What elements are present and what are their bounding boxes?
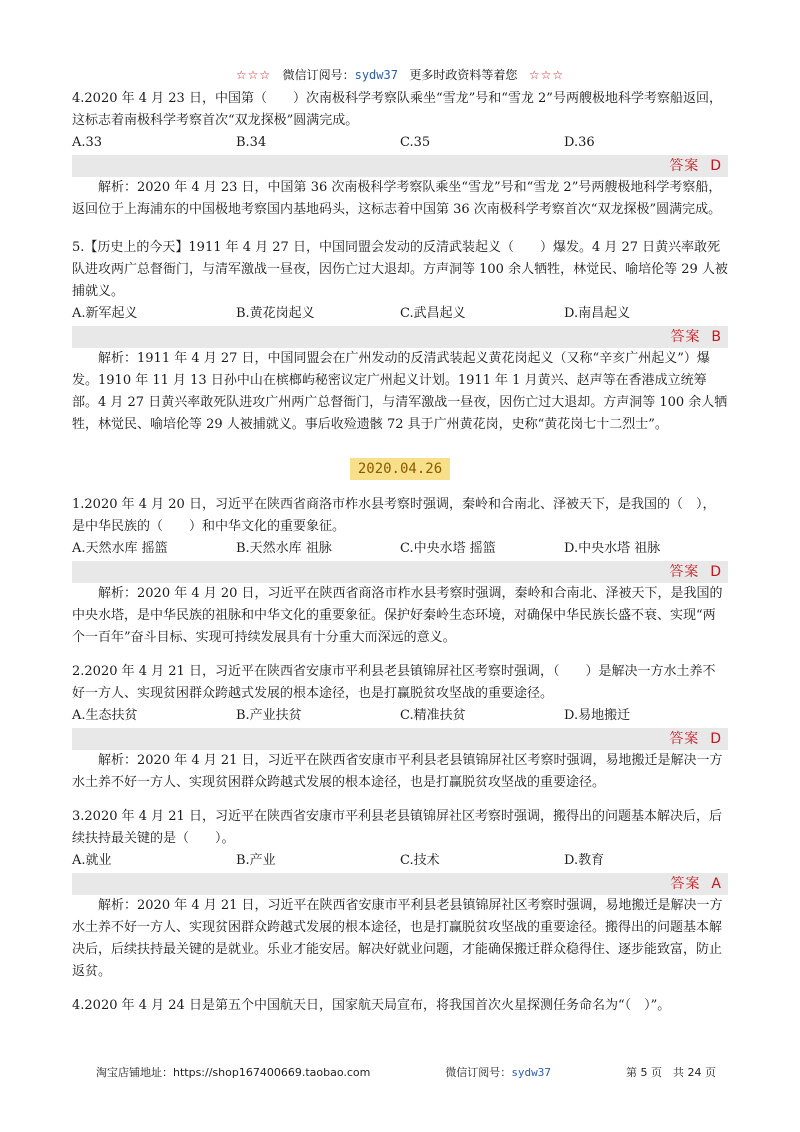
header-tagline: 更多时政资料等着您	[409, 68, 518, 82]
analysis-text: 解析：2020 年 4 月 20 日，习近平在陕西省商洛市柞水县考察时强调，秦岭和合南北、泽被天下，是我国的中央水塔，是中华民族的祖脉和中华文化的重要象征。保护好秦岭生态环境，对确保中华民族长盛不衰、实现“两个一百年”奋斗目标、实现可持续发展具有十分重大而深远的意义。	[72, 586, 723, 645]
question-block	[72, 661, 728, 794]
wechat-account: sydw37	[354, 68, 398, 82]
analysis-text: 解析：2020 年 4 月 21 日，习近平在陕西省安康市平利县老县镇锦屏社区考察时强调，易地搬迁是解决一方水土养不好一方人、实现贫困群众跨越式发展的根本途径，也是打赢脱贫攻坚战的重要途径。搬得出的问题基本解决后，后续扶持最关键的是就业。乐业才能安居。解决好就业问题，才能确保搬迁群众稳得住、逐步能致富，防止返贫。	[72, 898, 723, 979]
section-date-wrap	[72, 458, 728, 480]
stars-left: ☆☆☆	[235, 68, 272, 82]
answer-bar	[72, 873, 728, 895]
option-d: D.36	[564, 135, 595, 150]
options-row	[72, 132, 728, 154]
question-text: 5.【历史上的今天】1911 年 4 月 27 日，中国同盟会发动的反清武装起义（ ）爆发。4 月 27 日黄兴率敢死队进攻两广总督衙门，与清军激战一昼夜，因伤亡过大退却。方声洞等 100 余人牺牲，林觉民、喻培伦等 29 人被捕就义。	[72, 240, 728, 299]
question-block	[72, 237, 728, 436]
page-footer	[96, 1064, 716, 1080]
option-b: B.产业	[236, 853, 276, 868]
page-content	[72, 88, 728, 1017]
analysis-text: 解析：2020 年 4 月 21 日，习近平在陕西省安康市平利县老县镇锦屏社区考察时强调，易地搬迁是解决一方水土养不好一方人、实现贫困群众跨越式发展的根本途径，也是打赢脱贫攻坚战的重要途径。	[72, 753, 723, 790]
answer-bar	[72, 728, 728, 750]
option-a: A.33	[72, 135, 103, 150]
options-row	[72, 850, 728, 872]
option-c: C.中央水塔 摇篮	[400, 541, 496, 556]
question-text: 2.2020 年 4 月 21 日，习近平在陕西省安康市平利县老县镇锦屏社区考察时强调，（ ）是解决一方水土养不好一方人、实现贫困群众跨越式发展的根本途径，也是打赢脱贫攻坚战的重要途径。	[72, 664, 716, 701]
options-row	[72, 303, 728, 325]
option-a: A.新军起义	[72, 306, 138, 321]
question-text: 3.2020 年 4 月 21 日，习近平在陕西省安康市平利县老县镇锦屏社区考察时强调，搬得出的问题基本解决后，后续扶持最关键的是（ ）。	[72, 809, 722, 846]
option-b: B.黄花岗起义	[236, 306, 315, 321]
option-b: B.34	[236, 135, 267, 150]
option-b: B.天然水库 祖脉	[236, 541, 332, 556]
last-question-text: 4.2020 年 4 月 24 日是第五个中国航天日，国家航天局宣布，将我国首次火星探测任务命名为“（ ）”。	[72, 998, 671, 1013]
option-a: A.就业	[72, 853, 112, 868]
analysis-text: 解析：2020 年 4 月 23 日，中国第 36 次南极科学考察队乘坐“雪龙”号和“雪龙 2”号两艘极地科学考察船，返回位于上海浦东的中国极地考察国内基地码头，这标志着中国第 36 次南极科学考察首次“双龙探极”圆满完成。	[72, 180, 722, 217]
subscribe-label: 微信订阅号：	[282, 68, 355, 82]
page-number: 第 5 页 共 24 页	[626, 1066, 716, 1079]
option-c: C.技术	[400, 853, 440, 868]
answer-bar	[72, 155, 728, 177]
page-header	[0, 66, 800, 83]
option-d: D.中央水塔 祖脉	[564, 541, 661, 556]
answer-bar	[72, 326, 728, 348]
question-text: 4.2020 年 4 月 23 日，中国第（ ）次南极科学考察队乘坐“雪龙”号和“雪龙 2”号两艘极地科学考察船返回，这标志着南极科学考察首次“双龙探极”圆满完成。	[72, 91, 722, 128]
option-a: A.天然水库 摇篮	[72, 541, 168, 556]
answer: 答案 B	[670, 329, 722, 345]
stars-right: ☆☆☆	[528, 68, 565, 82]
option-d: D.南昌起义	[564, 306, 631, 321]
answer: 答案 D	[669, 158, 722, 174]
answer: 答案 D	[669, 731, 722, 747]
question-block	[72, 494, 728, 649]
options-row	[72, 538, 728, 560]
answer: 答案 A	[670, 876, 722, 892]
answer-bar	[72, 561, 728, 583]
option-d: D.教育	[564, 853, 605, 868]
question-block	[72, 806, 728, 983]
question-text: 1.2020 年 4 月 20 日，习近平在陕西省商洛市柞水县考察时强调，秦岭和合南北、泽被天下，是我国的（ ），是中华民族的（ ）和中华文化的重要象征。	[72, 497, 716, 534]
option-b: B.产业扶贫	[236, 708, 302, 723]
answer: 答案 D	[669, 564, 722, 580]
option-c: C.武昌起义	[400, 306, 466, 321]
options-row	[72, 705, 728, 727]
option-a: A.生态扶贫	[72, 708, 138, 723]
question-block	[72, 88, 728, 221]
option-d: D.易地搬迁	[564, 708, 631, 723]
shop-address: 淘宝店铺地址：https://shop167400669.taobao.com	[96, 1066, 371, 1079]
option-c: C.35	[400, 135, 431, 150]
shop-link[interactable]: https://shop167400669.taobao.com	[173, 1066, 371, 1079]
analysis-text: 解析：1911 年 4 月 27 日，中国同盟会在广州发动的反清武装起义黄花岗起义（又称“辛亥广州起义”）爆发。1910 年 11 月 13 日孙中山在槟榔屿秘密议定广州起义计划。1911 年 1 月黄兴、赵声等在香港成立统筹部。4 月 27 日黄兴率敢死队进攻广州两广总督衙门，与清军激战一昼夜，因伤亡过大退却。方声洞等 100 余人牺牲，林觉民、喻培伦等 29 人被捕就义。事后收殓遗骸 72 具于广州黄花岗，史称“黄花岗七十二烈士”。	[72, 351, 728, 432]
option-c: C.精准扶贫	[400, 708, 466, 723]
footer-subscribe: 微信订阅号：sydw37	[445, 1066, 552, 1079]
section-date: 2020.04.26	[350, 458, 450, 480]
